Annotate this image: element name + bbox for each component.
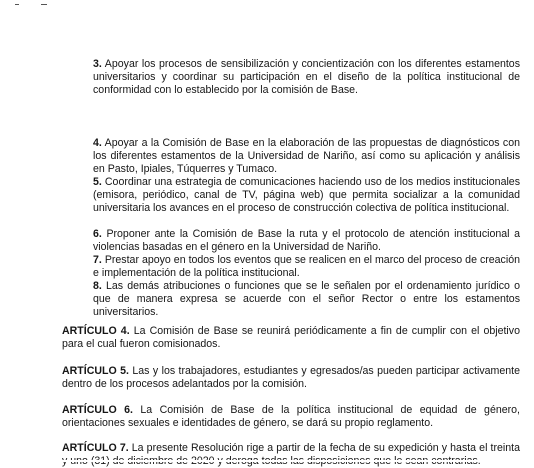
list-item-7 [93, 254, 520, 280]
article-text: La presente Resolución rige a partir de la fecha de su expedición y hasta el treinta [131, 442, 520, 454]
article-6 [62, 404, 520, 430]
item-number: 8. [93, 280, 102, 292]
item-number: 6. [93, 228, 102, 240]
list-item-6 [93, 228, 520, 254]
item-number: 5. [93, 176, 102, 188]
list-item-3 [93, 58, 520, 97]
item-text: Prestar apoyo en todos los eventos que se realicen en el marco del proceso de creación e implementación de la política institucional. [93, 254, 520, 279]
article-5 [62, 365, 520, 391]
article-text: Las y los trabajadores, estudiantes y egresados/as pueden participar activamente dentro de los procesos adelantados por la comisión. [62, 365, 520, 390]
item-number: 3. [93, 58, 102, 70]
scan-mark [15, 4, 19, 5]
article-text: La Comisión de Base de la política institucional de equidad de género, orientaciones sexuales e identidades de género, se dará su propio reglamento. [62, 404, 520, 429]
item-text: Apoyar los procesos de sensibilización y concientización con los diferentes estamentos universitarios y coordinar su participación en el diseño de la política institucional de conformidad con lo establecido por la comisión de Base. [93, 58, 520, 96]
article-label: ARTÍCULO 5. [62, 365, 129, 377]
article-label: ARTÍCULO 6. [62, 404, 133, 416]
item-number: 4. [93, 137, 102, 149]
article-label: ARTÍCULO 4. [62, 325, 130, 337]
item-text: Coordinar una estrategia de comunicaciones haciendo uso de los medios institucionales (emisora, periódico, canal de TV, página web) que permita socializar a la comunidad universitaria los avances en el proceso de construcción colectiva de política institucional. [93, 176, 520, 214]
item-text: Las demás atribuciones o funciones que se le señalen por el ordenamiento jurídico o que de manera expresa se acuerde con el señor Rector o entre los estamentos universitarios. [93, 280, 520, 318]
article-label: ARTÍCULO 7. [62, 442, 129, 454]
article-text: La Comisión de Base se reunirá periódicamente a fin de cumplir con el objetivo para el cual fueron comisionados. [62, 325, 520, 350]
list-item-8 [93, 280, 520, 319]
item-number: 7. [93, 254, 102, 266]
item-text: Proponer ante la Comisión de Base la ruta y el protocolo de atención institucional a violencias basadas en el género en la Universidad de Nariño. [93, 228, 520, 253]
list-item-5 [93, 176, 520, 215]
list-item-4 [93, 137, 520, 176]
article-4 [62, 325, 520, 351]
article-7 [62, 442, 520, 468]
scan-mark [41, 4, 47, 5]
item-text: Apoyar a la Comisión de Base en la elaboración de las propuestas de diagnósticos con los diferentes estamentos de la Universidad de Nariño, así como su aplicación y análisis en Pasto, Ipiales, Túquerres y Tumaco. [93, 137, 520, 175]
